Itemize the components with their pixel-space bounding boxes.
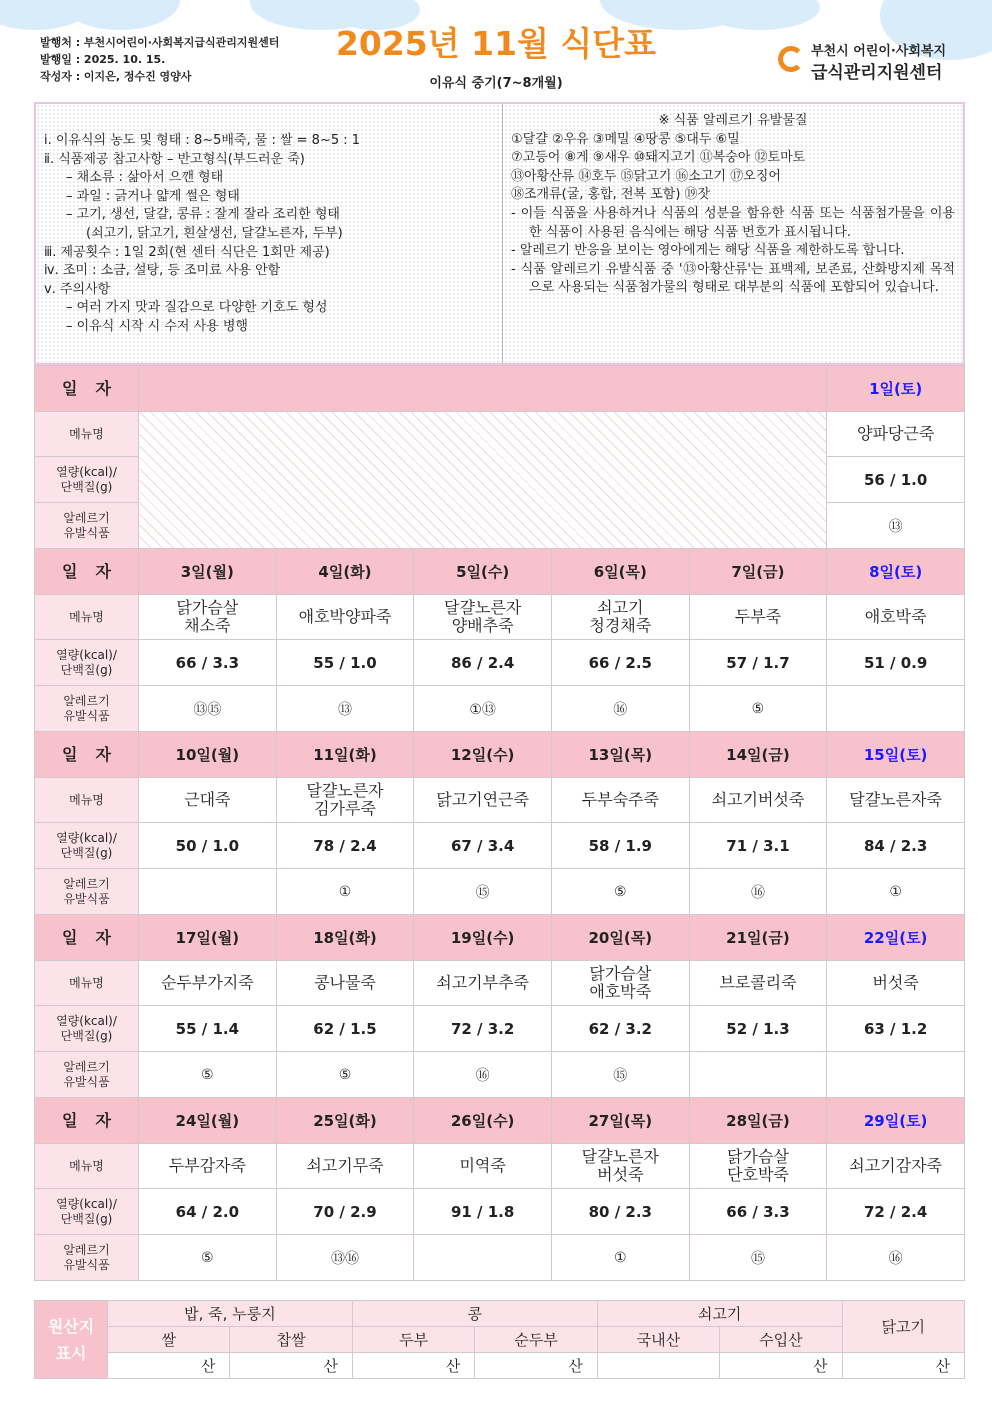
- allergy-cell: ⑯: [827, 1235, 965, 1281]
- menu-table: [34, 365, 965, 1281]
- day-cell: 29일(토): [827, 1098, 965, 1144]
- energy-cell: 80 / 2.3: [551, 1189, 689, 1235]
- allergy-cell: ⑬⑯: [276, 1235, 414, 1281]
- allergy-label-2: 유발식품: [63, 525, 110, 540]
- energy-label-2: 단백질(g): [60, 1028, 113, 1043]
- origin-group-rice: 밥, 죽, 누룽지: [108, 1301, 353, 1327]
- allergy-cell: [827, 1052, 965, 1098]
- allergy-label-1: 알레르기: [63, 1059, 110, 1074]
- menu-cell: [276, 778, 414, 823]
- day-row: [35, 732, 965, 778]
- day-cell: 22일(토): [827, 915, 965, 961]
- allergy-cell: ⑮: [689, 1235, 827, 1281]
- feeding-guidelines: [36, 104, 503, 363]
- menu-name-line: 달걀노른자: [581, 1147, 659, 1166]
- menu-name-line: 닭고기연근죽: [436, 790, 530, 809]
- origin-value: 산: [108, 1353, 230, 1379]
- energy-cell: 66 / 2.5: [551, 640, 689, 686]
- menu-cell: [414, 961, 552, 1006]
- origin-sub-domestic: 국내산: [597, 1327, 719, 1353]
- energy-cell: 63 / 1.2: [827, 1006, 965, 1052]
- energy-label: [35, 1189, 139, 1235]
- day-row: [35, 1098, 965, 1144]
- allergy-row: [35, 686, 965, 732]
- energy-label-1: 열량(kcal)/: [56, 1196, 117, 1211]
- menu-name-line: 쇠고기버섯죽: [711, 790, 805, 809]
- publisher-line: 발행처 : 부천시어린이·사회복지급식관리지원센터: [40, 36, 280, 49]
- day-cell: 12일(수): [414, 732, 552, 778]
- allergy-cell: ⑤: [139, 1052, 277, 1098]
- menu-cell: [414, 1144, 552, 1189]
- energy-cell: 55 / 1.0: [276, 640, 414, 686]
- origin-sub-soft-tofu: 순두부: [475, 1327, 597, 1353]
- energy-label-2: 단백질(g): [60, 1211, 113, 1226]
- day-cell: 27일(목): [551, 1098, 689, 1144]
- menu-label: 메뉴명: [35, 412, 139, 457]
- allergy-row: [35, 1235, 965, 1281]
- energy-row: [35, 1006, 965, 1052]
- menu-name-line: 애호박죽: [589, 982, 652, 1001]
- energy-cell: 66 / 3.3: [139, 640, 277, 686]
- energy-cell: 50 / 1.0: [139, 823, 277, 869]
- origin-value: 산: [720, 1353, 842, 1379]
- allergen-info: [503, 104, 963, 363]
- menu-name-line: 두부감자죽: [168, 1156, 246, 1175]
- day-cell: 21일(금): [689, 915, 827, 961]
- logo-line-1: 부천시 어린이·사회복지: [811, 44, 947, 59]
- menu-name-line: 달걀노른자: [306, 781, 384, 800]
- menu-name-line: 애호박양파죽: [298, 607, 392, 626]
- allergy-label: [35, 1235, 139, 1281]
- menu-row: [35, 595, 965, 640]
- menu-label: 메뉴명: [35, 1144, 139, 1189]
- day-label: 일자: [35, 915, 139, 961]
- menu-name-line: 버섯죽: [872, 973, 919, 992]
- allergy-cell: ⑮: [414, 869, 552, 915]
- menu-name-line: 달걀노른자죽: [849, 790, 943, 809]
- guideline-fruit: – 과일 : 긁거나 얇게 썰은 형태: [66, 188, 240, 204]
- energy-row: [35, 1189, 965, 1235]
- menu-name-line: 달걀노른자: [444, 598, 522, 617]
- menu-cell: [414, 595, 552, 640]
- energy-row: [35, 640, 965, 686]
- menu-name-line: 양배추죽: [451, 616, 514, 635]
- guideline-food-reference: ⅱ. 식품제공 참고사항 – 반고형식(부드러운 죽): [44, 151, 305, 167]
- origin-label-2: 표시: [55, 1343, 87, 1363]
- energy-row: [35, 823, 965, 869]
- menu-name-line: 단호박죽: [727, 1165, 789, 1184]
- allergy-label-2: 유발식품: [63, 1074, 110, 1089]
- day-row: [35, 366, 965, 412]
- menu-cell: [827, 778, 965, 823]
- empty-cell: [139, 366, 827, 412]
- menu-cell: [689, 595, 827, 640]
- energy-cell: 66 / 3.3: [689, 1189, 827, 1235]
- allergy-label: [35, 686, 139, 732]
- menu-cell: [414, 778, 552, 823]
- day-cell: 14일(금): [689, 732, 827, 778]
- allergy-cell: ⑬: [276, 686, 414, 732]
- menu-cell: [551, 778, 689, 823]
- allergy-row: [35, 1052, 965, 1098]
- allergy-label-2: 유발식품: [63, 891, 110, 906]
- guideline-caution-1: – 여러 가지 맛과 질감으로 다양한 기호도 형성: [66, 300, 328, 316]
- energy-cell: 51 / 0.9: [827, 640, 965, 686]
- allergy-cell: ⑯: [551, 686, 689, 732]
- menu-row: [35, 961, 965, 1006]
- energy-cell: 55 / 1.4: [139, 1006, 277, 1052]
- menu-cell: [276, 1144, 414, 1189]
- origin-label: [35, 1301, 108, 1379]
- energy-cell: 72 / 3.2: [414, 1006, 552, 1052]
- day-cell: 28일(금): [689, 1098, 827, 1144]
- menu-name-line: 김가루죽: [314, 799, 376, 818]
- allergy-cell: ⑤: [276, 1052, 414, 1098]
- allergy-cell: ①: [827, 869, 965, 915]
- energy-label-2: 단백질(g): [60, 662, 113, 677]
- energy-cell: 67 / 3.4: [414, 823, 552, 869]
- energy-cell: 56 / 1.0: [827, 457, 965, 503]
- allergy-label: [35, 1052, 139, 1098]
- publish-date-line: 발행일 : 2025. 10. 15.: [40, 53, 166, 66]
- allergy-cell: ⑬⑮: [139, 686, 277, 732]
- menu-cell: [827, 1144, 965, 1189]
- menu-cell: [551, 1144, 689, 1189]
- energy-label-1: 열량(kcal)/: [56, 647, 117, 662]
- guideline-seasoning: ⅳ. 조미 : 소금, 설탕, 등 조미료 사용 안함: [44, 263, 281, 279]
- day-cell: 13일(목): [551, 732, 689, 778]
- energy-cell: 86 / 2.4: [414, 640, 552, 686]
- day-cell: 8일(토): [827, 549, 965, 595]
- day-row: [35, 915, 965, 961]
- page-subtitle: 이유식 중기(7~8개월): [429, 76, 563, 91]
- allergen-title: ※ 식품 알레르기 유발물질: [658, 113, 808, 128]
- menu-label: 메뉴명: [35, 778, 139, 823]
- energy-label-1: 열량(kcal)/: [56, 830, 117, 845]
- energy-label: [35, 640, 139, 686]
- allergen-list-line: ⑦고등어 ⑧게 ⑨새우 ⑩돼지고기 ⑪복숭아 ⑫토마토: [511, 150, 806, 166]
- menu-cell: [551, 595, 689, 640]
- menu-cell: 양파당근죽: [827, 412, 965, 457]
- menu-name-line: 애호박죽: [864, 607, 927, 626]
- menu-cell: [551, 961, 689, 1006]
- menu-cell: [689, 961, 827, 1006]
- menu-cell: [276, 961, 414, 1006]
- no-service-hatched-area: [139, 412, 827, 549]
- day-cell: 1일(토): [827, 366, 965, 412]
- allergy-cell: ⑯: [689, 869, 827, 915]
- origin-value: 산: [352, 1353, 474, 1379]
- origin-value: 산: [842, 1353, 964, 1379]
- day-cell: 25일(화): [276, 1098, 414, 1144]
- origin-sub-imported: 수입산: [720, 1327, 842, 1353]
- logo-line-2: 급식관리지원센터: [811, 63, 943, 83]
- menu-name-line: 청경채죽: [589, 616, 652, 635]
- day-cell: 26일(수): [414, 1098, 552, 1144]
- energy-cell: 72 / 2.4: [827, 1189, 965, 1235]
- origin-sub-glutinous-rice: 찹쌀: [230, 1327, 352, 1353]
- menu-name-line: 순두부가지죽: [160, 973, 254, 992]
- menu-cell: [139, 595, 277, 640]
- energy-label-1: 열량(kcal)/: [56, 464, 117, 479]
- energy-cell: 70 / 2.9: [276, 1189, 414, 1235]
- menu-row: [35, 412, 965, 457]
- allergen-note-2: - 알레르기 반응을 보이는 영아에게는 해당 식품을 제한하도록 합니다.: [511, 243, 905, 259]
- allergy-label-1: 알레르기: [63, 876, 110, 891]
- energy-cell: 52 / 1.3: [689, 1006, 827, 1052]
- allergy-label-1: 알레르기: [63, 693, 110, 708]
- guideline-caution-2: – 이유식 시작 시 수저 사용 병행: [66, 318, 248, 334]
- day-cell: 10일(월): [139, 732, 277, 778]
- menu-name-line: 쇠고기부추죽: [436, 973, 530, 992]
- day-label: 일자: [35, 732, 139, 778]
- menu-name-line: 버섯죽: [597, 1165, 644, 1184]
- author-line: 작성자 : 이지은, 정수진 영양사: [40, 70, 192, 83]
- menu-cell: [139, 778, 277, 823]
- energy-cell: 62 / 3.2: [551, 1006, 689, 1052]
- menu-name-line: 쇠고기무죽: [306, 1156, 384, 1175]
- allergen-list-line: ⑱조개류(굴, 홍합, 전복 포함) ⑲잣: [511, 187, 711, 203]
- allergy-cell: ⑤: [139, 1235, 277, 1281]
- day-cell: 20일(목): [551, 915, 689, 961]
- menu-row: [35, 1144, 965, 1189]
- energy-label-1: 열량(kcal)/: [56, 1013, 117, 1028]
- menu-name-line: 브로콜리죽: [719, 973, 797, 992]
- day-row: [35, 549, 965, 595]
- day-cell: 7일(금): [689, 549, 827, 595]
- logo-mark-icon: [778, 46, 804, 72]
- allergy-cell: [139, 869, 277, 915]
- menu-label: 메뉴명: [35, 595, 139, 640]
- origin-sub-tofu: 두부: [352, 1327, 474, 1353]
- allergen-list-line: ⑬아황산류 ⑭호두 ⑮닭고기 ⑯소고기 ⑰오징어: [511, 168, 781, 184]
- menu-cell: [689, 778, 827, 823]
- energy-cell: 71 / 3.1: [689, 823, 827, 869]
- day-cell: 19일(수): [414, 915, 552, 961]
- menu-name-line: 닭가슴살: [589, 964, 652, 983]
- day-label: 일자: [35, 1098, 139, 1144]
- day-cell: 18일(화): [276, 915, 414, 961]
- allergy-cell: [689, 1052, 827, 1098]
- menu-name-line: 쇠고기감자죽: [849, 1156, 943, 1175]
- allergy-cell: ①: [551, 1235, 689, 1281]
- energy-cell: 58 / 1.9: [551, 823, 689, 869]
- menu-cell: [276, 595, 414, 640]
- guideline-vegetables: – 채소류 : 삶아서 으깬 형태: [66, 170, 224, 186]
- allergen-note-3: - 식품 알레르기 유발식품 중 '⑬아황산류'는 표백제, 보존료, 산화방지제 목적으로 사용되는 식품첨가물의 형태로 대부분의 식품에 포함되어 있습니다.: [511, 261, 955, 296]
- energy-label-2: 단백질(g): [60, 845, 113, 860]
- day-cell: 6일(목): [551, 549, 689, 595]
- allergy-cell: ⑮: [551, 1052, 689, 1098]
- energy-label: [35, 457, 139, 503]
- energy-label: [35, 1006, 139, 1052]
- origin-sub-rice: 쌀: [108, 1327, 230, 1353]
- menu-cell: [827, 961, 965, 1006]
- allergy-cell: [827, 686, 965, 732]
- allergy-cell: ⑯: [414, 1052, 552, 1098]
- menu-cell: [689, 1144, 827, 1189]
- origin-group-beef: 쇠고기: [597, 1301, 842, 1327]
- allergy-cell: ①: [276, 869, 414, 915]
- day-label: 일자: [35, 366, 139, 412]
- guideline-consistency: ⅰ. 이유식의 농도 및 형태 : 8~5배죽, 물 : 쌀 = 8~5 : 1: [44, 133, 361, 148]
- energy-cell: 57 / 1.7: [689, 640, 827, 686]
- day-cell: 3일(월): [139, 549, 277, 595]
- origin-label-1: 원산지: [47, 1316, 95, 1336]
- allergy-cell: ⑤: [689, 686, 827, 732]
- energy-cell: 84 / 2.3: [827, 823, 965, 869]
- energy-cell: 62 / 1.5: [276, 1006, 414, 1052]
- menu-name-line: 채소죽: [184, 616, 231, 635]
- page-title: 2025년 11월 식단표: [335, 24, 657, 63]
- origin-value: 산: [230, 1353, 352, 1379]
- guideline-protein-examples: (쇠고기, 닭고기, 흰살생선, 달걀노른자, 두부): [86, 225, 343, 241]
- energy-cell: 91 / 1.8: [414, 1189, 552, 1235]
- guideline-cautions: ⅴ. 주의사항: [44, 281, 111, 297]
- menu-name-line: 두부숙주죽: [581, 790, 659, 809]
- day-cell: 4일(화): [276, 549, 414, 595]
- menu-name-line: 쇠고기: [597, 598, 644, 617]
- guideline-frequency: ⅲ. 제공횟수 : 1일 2회(현 센터 식단은 1회만 제공): [44, 244, 330, 260]
- allergy-row: [35, 869, 965, 915]
- allergy-cell: ⑬: [827, 503, 965, 549]
- menu-cell: [139, 1144, 277, 1189]
- guideline-protein: – 고기, 생선, 달걀, 콩류 : 잘게 잘라 조리한 형태: [66, 207, 340, 223]
- menu-label: 메뉴명: [35, 961, 139, 1006]
- energy-label-2: 단백질(g): [60, 479, 113, 494]
- allergy-label-2: 유발식품: [63, 1257, 110, 1272]
- allergy-cell: ①⑬: [414, 686, 552, 732]
- allergy-cell: [414, 1235, 552, 1281]
- allergy-label-2: 유발식품: [63, 708, 110, 723]
- menu-name-line: 닭가슴살: [176, 598, 239, 617]
- origin-table: [34, 1300, 965, 1379]
- center-logo: [778, 40, 978, 86]
- day-cell: 15일(토): [827, 732, 965, 778]
- menu-cell: [139, 961, 277, 1006]
- allergy-label: [35, 869, 139, 915]
- allergy-label-1: 알레르기: [63, 510, 110, 525]
- allergen-note-1: - 이들 식품을 사용하거나 식품의 성분을 함유한 식품 또는 식품첨가물을 이용한 식품이 사용된 음식에는 해당 식품 번호가 표시됩니다.: [511, 205, 955, 240]
- day-label: 일자: [35, 549, 139, 595]
- menu-name-line: 두부죽: [734, 607, 782, 626]
- day-cell: 11일(화): [276, 732, 414, 778]
- origin-group-bean: 콩: [352, 1301, 597, 1327]
- origin-value: 산: [475, 1353, 597, 1379]
- day-cell: 17일(월): [139, 915, 277, 961]
- menu-name-line: 닭가슴살: [727, 1147, 789, 1166]
- origin-value: [597, 1353, 719, 1379]
- menu-name-line: 콩나물죽: [314, 973, 376, 992]
- allergen-list-line: ①달걀 ②우유 ③메밀 ④땅콩 ⑤대두 ⑥밀: [511, 131, 740, 147]
- allergy-cell: ⑤: [551, 869, 689, 915]
- allergy-label: [35, 503, 139, 549]
- menu-name-line: 근대죽: [184, 790, 231, 809]
- energy-label: [35, 823, 139, 869]
- allergy-label-1: 알레르기: [63, 1242, 110, 1257]
- menu-name-line: 미역죽: [459, 1156, 506, 1175]
- menu-cell: [827, 595, 965, 640]
- guidance-notes: [34, 102, 965, 365]
- origin-group-chicken: 닭고기: [842, 1301, 964, 1353]
- day-cell: 24일(월): [139, 1098, 277, 1144]
- energy-cell: 78 / 2.4: [276, 823, 414, 869]
- menu-row: [35, 778, 965, 823]
- energy-cell: 64 / 2.0: [139, 1189, 277, 1235]
- day-cell: 5일(수): [414, 549, 552, 595]
